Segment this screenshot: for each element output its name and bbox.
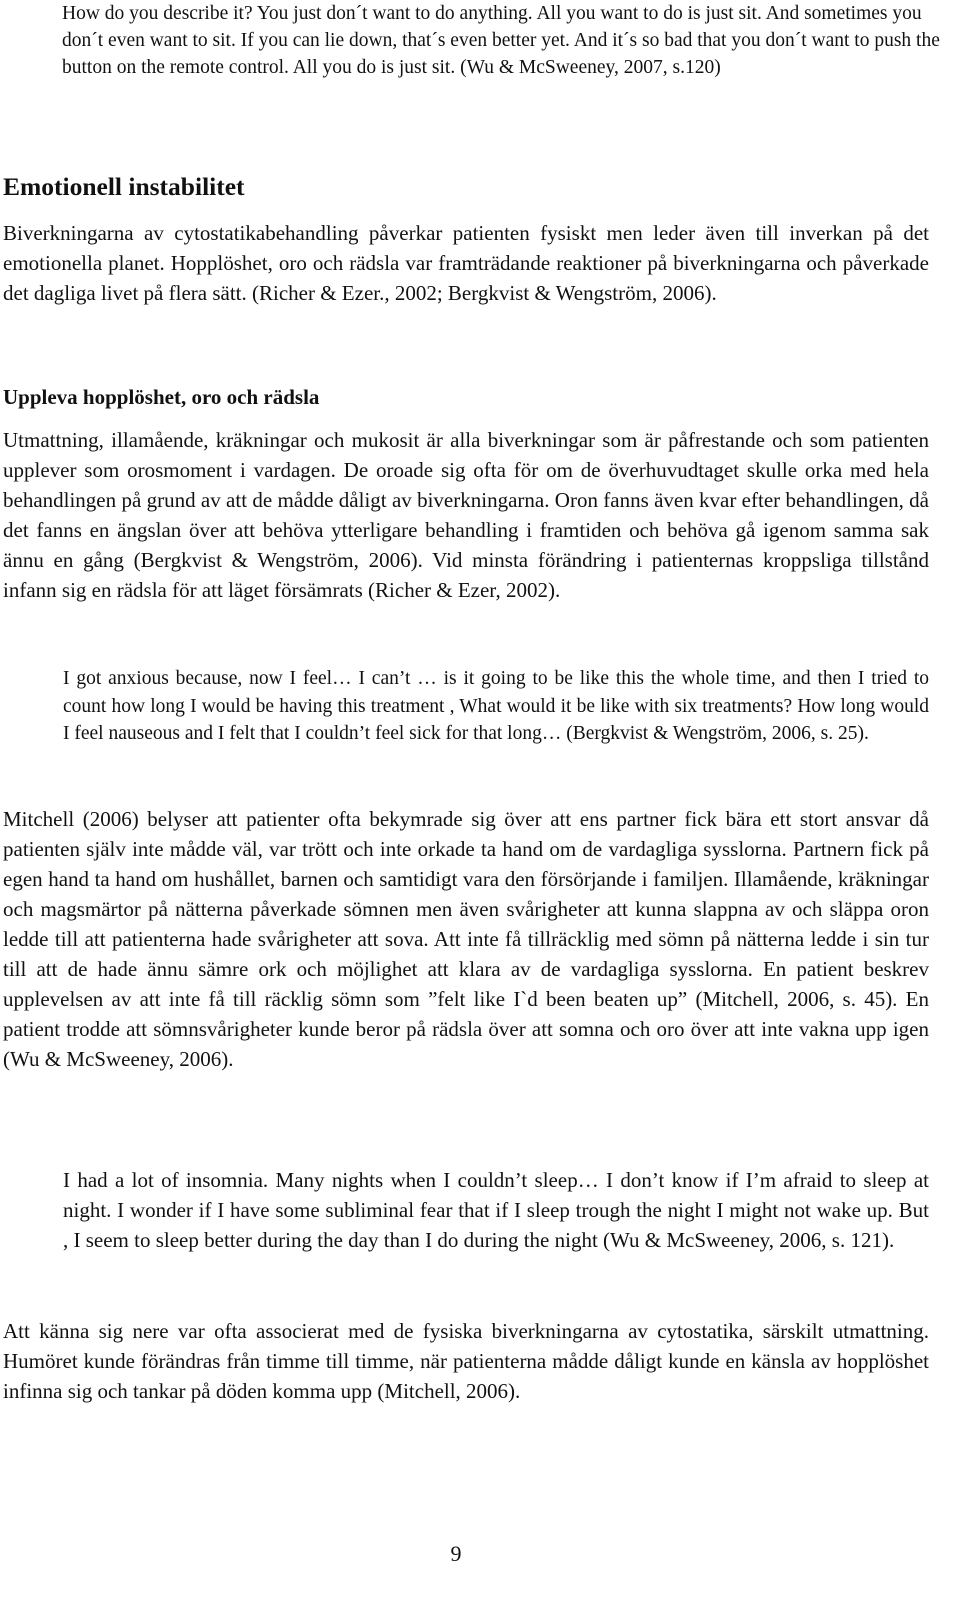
block-quote-anxious: I got anxious because, now I feel… I can’t … is it going to be like this the whole time, and then I tried to count how long I would be having this treatment , What would it be like with six treatments? How long would I feel nauseous and I felt that I couldn’t feel sick for that long… (Bergkvist & Wengström, 2006, s. 25). bbox=[63, 668, 929, 744]
paragraph-utmattning: Utmattning, illamående, kräkningar och mukosit är alla biverkningar som är påfrestande och som patienten upplever som orosmoment i vardagen. De oroade sig ofta för om de överhuvudtaget skulle orka med hela behandlingen på grund av att de mådde dåligt av biverkningarna. Oron fanns även kvar efter behandlingen, då det fanns en ängslan över att behöva ytterligare behandling i framtiden och behöva gå igenom samma sak ännu en gång (Bergkvist & Wengström, 2006). Vid minsta förändring i patienternas kroppsliga tillstånd infann sig en rädsla för att läget försämrats (Richer & Ezer, 2002). bbox=[3, 428, 929, 602]
subsection-heading-uppleva-hopploshet: Uppleva hopplöshet, oro och rädsla bbox=[3, 385, 320, 409]
paragraph-kanna-sig-nere: Att känna sig nere var ofta associerat med de fysiska biverkningarna av cytostatika, särskilt utmattning. Humöret kunde förändras från timme till timme, när patienterna mådde dåligt kunde en känsla av hopplöshet infinna sig och tankar på döden komma upp (Mitchell, 2006). bbox=[3, 1319, 929, 1403]
opening-block-quote: How do you describe it? You just don´t want to do anything. All you want to do is just sit. And sometimes you don´t even want to sit. If you can lie down, that´s even better yet. And it´s so bad that you don´t want to push the button on the remote control. All you do is just sit. (Wu & McSweeney, 2007, s.120) bbox=[62, 3, 940, 78]
paragraph-biverkningarna: Biverkningarna av cytostatikabehandling påverkar patienten fysiskt men leder även till inverkan på det emotionella planet. Hopplöshet, oro och rädsla var framträdande reaktioner på biverkningarna och påverkade det dagliga livet på flera sätt. (Richer & Ezer., 2002; Bergkvist & Wengström, 2006). bbox=[3, 221, 929, 305]
block-quote-insomnia: I had a lot of insomnia. Many nights when I couldn’t sleep… I don’t know if I’m afraid to sleep at night. I wonder if I have some subliminal fear that if I sleep trough the night I might not wake up. But , I seem to sleep better during the day than I do during the night (Wu & McSweeney, 2006, s. 121). bbox=[63, 1168, 929, 1252]
paragraph-mitchell: Mitchell (2006) belyser att patienter ofta bekymrade sig över att ens partner fick bära ett stort ansvar då patienten själv inte mådde väl, var trött och inte orkade ta hand om de vardagliga sysslorna. Partnern fick på egen hand ta hand om hushållet, barnen och samtidigt vara den försörjande i familjen. Illamående, kräkningar och magsmärtor på nätterna påverkade sömnen men även svårigheter att kunna slappna av och släppa oron ledde till att patienterna hade svårigheter att sova. Att inte få tillräcklig med sömn på nätterna ledde i sin tur till att de hade ännu sämre ork och möjlighet att klara av de vardagliga sysslorna. En patient beskrev upplevelsen av att inte få till räcklig sömn som ”felt like I`d been beaten up” (Mitchell, 2006, s. 45). En patient trodde att sömnsvårigheter kunde beror på rädsla över att somna och oro över att inte vakna upp igen (Wu & McSweeney, 2006). bbox=[3, 807, 929, 1071]
page-number: 9 bbox=[450, 1541, 462, 1566]
section-heading-emotionell-instabilitet: Emotionell instabilitet bbox=[3, 172, 245, 201]
